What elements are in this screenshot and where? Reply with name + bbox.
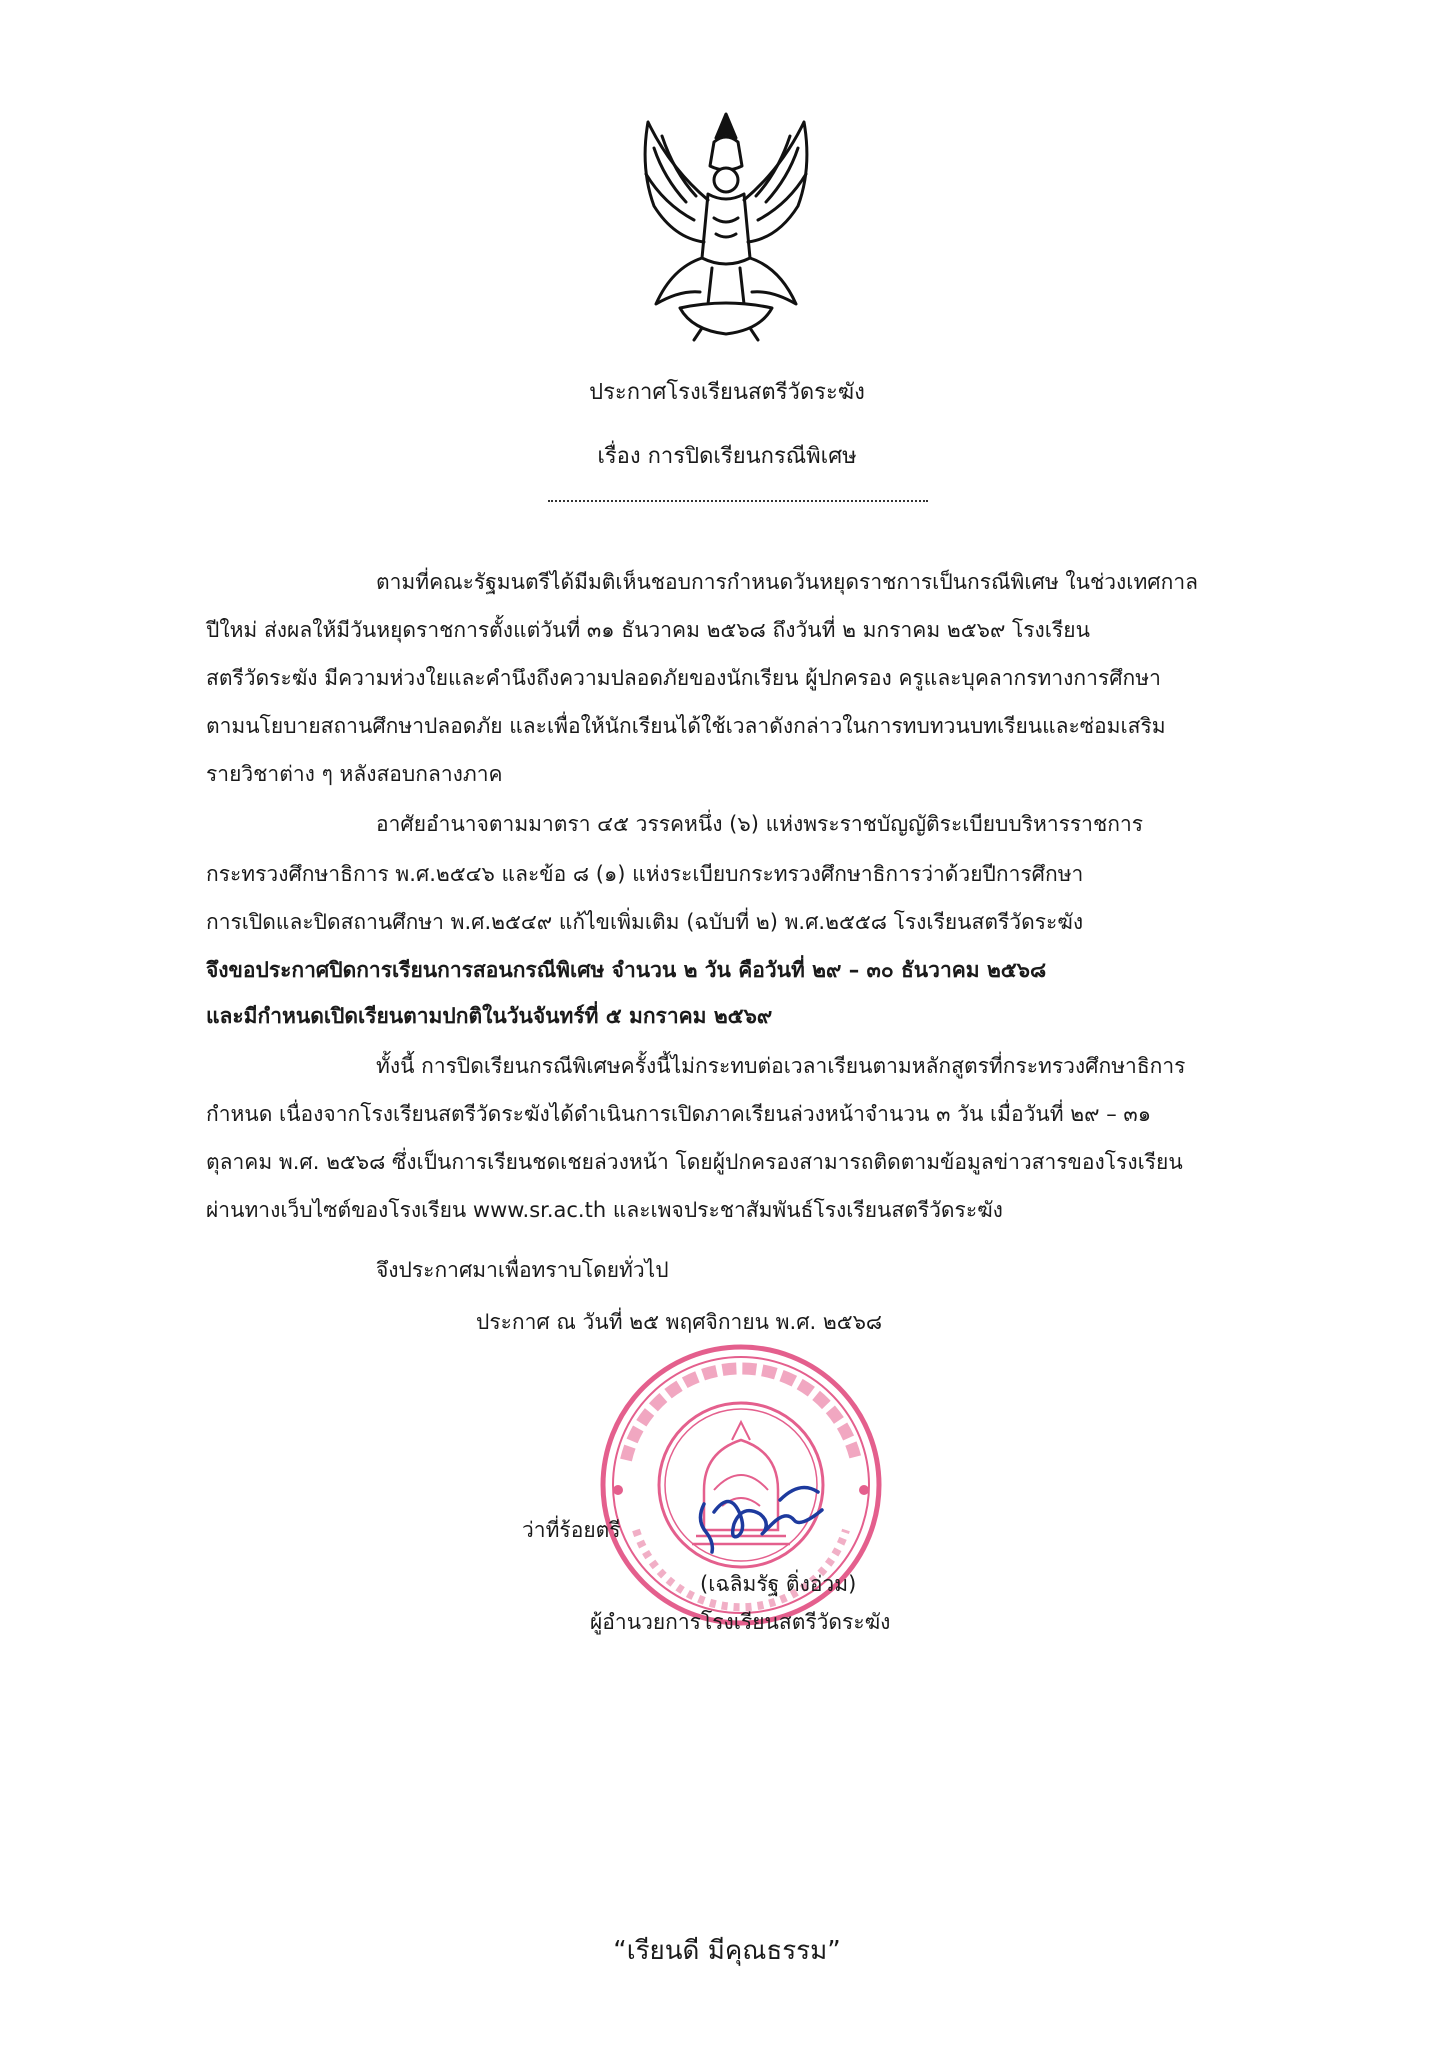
body-line: ตามนโยบายสถานศึกษาปลอดภัย และเพื่อให้นักเรียนได้ใช้เวลาดังกล่าวในการทบทวนบทเรียนและซ่อมเสริม bbox=[206, 714, 1166, 738]
handwritten-signature bbox=[690, 1470, 830, 1560]
signatory-name: (เฉลิมรัฐ ติ่งอ่วม) bbox=[700, 1572, 857, 1596]
body-line-emphasis: จึงขอประกาศปิดการเรียนการสอนกรณีพิเศษ จำนวน ๒ วัน คือวันที่ ๒๙ – ๓๐ ธันวาคม ๒๕๖๘ bbox=[206, 958, 1047, 982]
signatory-rank: ว่าที่ร้อยตรี bbox=[522, 1518, 621, 1542]
body-line: สตรีวัดระฆัง มีความห่วงใยและคำนึงถึงความปลอดภัยของนักเรียน ผู้ปกครอง ครูและบุคลากรทางการศึกษา bbox=[206, 666, 1161, 690]
body-line: รายวิชาต่าง ๆ หลังสอบกลางภาค bbox=[206, 762, 503, 786]
body-line: ผ่านทางเว็บไซต์ของโรงเรียน www.sr.ac.th และเพจประชาสัมพันธ์โรงเรียนสตรีวัดระฆัง bbox=[206, 1198, 1003, 1222]
body-line: กำหนด เนื่องจากโรงเรียนสตรีวัดระฆังได้ดำเนินการเปิดภาคเรียนล่วงหน้าจำนวน ๓ วัน เมื่อวันที่ ๒๙ – ๓๑ bbox=[206, 1102, 1152, 1126]
garuda-emblem-icon bbox=[620, 108, 832, 348]
announcement-date: ประกาศ ณ วันที่ ๒๕ พฤศจิกายน พ.ศ. ๒๕๖๘ bbox=[476, 1310, 883, 1334]
school-motto: “เรียนดี มีคุณธรรม” bbox=[613, 1936, 841, 1966]
body-line: กระทรวงศึกษาธิการ พ.ศ.๒๕๔๖ และข้อ ๘ (๑) แห่งระเบียบกระทรวงศึกษาธิการว่าด้วยปีการศึกษา bbox=[206, 862, 1084, 886]
announcement-title: ประกาศโรงเรียนสตรีวัดระฆัง bbox=[589, 380, 865, 405]
closing-statement: จึงประกาศมาเพื่อทราบโดยทั่วไป bbox=[376, 1258, 669, 1282]
body-line: การเปิดและปิดสถานศึกษา พ.ศ.๒๕๔๙ แก้ไขเพิ่มเติม (ฉบับที่ ๒) พ.ศ.๒๕๕๘ โรงเรียนสตรีวัดระฆัง bbox=[206, 910, 1084, 934]
body-line: ตามที่คณะรัฐมนตรีได้มีมติเห็นชอบการกำหนดวันหยุดราชการเป็นกรณีพิเศษ ในช่วงเทศกาล bbox=[376, 570, 1199, 594]
dotted-divider bbox=[548, 500, 928, 502]
body-line: ทั้งนี้ การปิดเรียนกรณีพิเศษครั้งนี้ไม่กระทบต่อเวลาเรียนตามหลักสูตรที่กระทรวงศึกษาธิการ bbox=[376, 1054, 1186, 1078]
body-line-emphasis: และมีกำหนดเปิดเรียนตามปกติในวันจันทร์ที่ ๕ มกราคม ๒๕๖๙ bbox=[206, 1004, 773, 1028]
body-line: ตุลาคม พ.ศ. ๒๕๖๘ ซึ่งเป็นการเรียนชดเชยล่วงหน้า โดยผู้ปกครองสามารถติดตามข้อมูลข่าวสารของโรงเรียน bbox=[206, 1150, 1183, 1174]
body-line: ปีใหม่ ส่งผลให้มีวันหยุดราชการตั้งแต่วันที่ ๓๑ ธันวาคม ๒๕๖๘ ถึงวันที่ ๒ มกราคม ๒๕๖๙ โรงเรียน bbox=[206, 618, 1090, 642]
body-line: อาศัยอำนาจตามมาตรา ๔๕ วรรคหนึ่ง (๖) แห่งพระราชบัญญัติระเบียบบริหารราชการ bbox=[376, 812, 1144, 836]
announcement-subject: เรื่อง การปิดเรียนกรณีพิเศษ bbox=[597, 444, 857, 469]
signatory-title: ผู้อำนวยการโรงเรียนสตรีวัดระฆัง bbox=[590, 1610, 891, 1634]
